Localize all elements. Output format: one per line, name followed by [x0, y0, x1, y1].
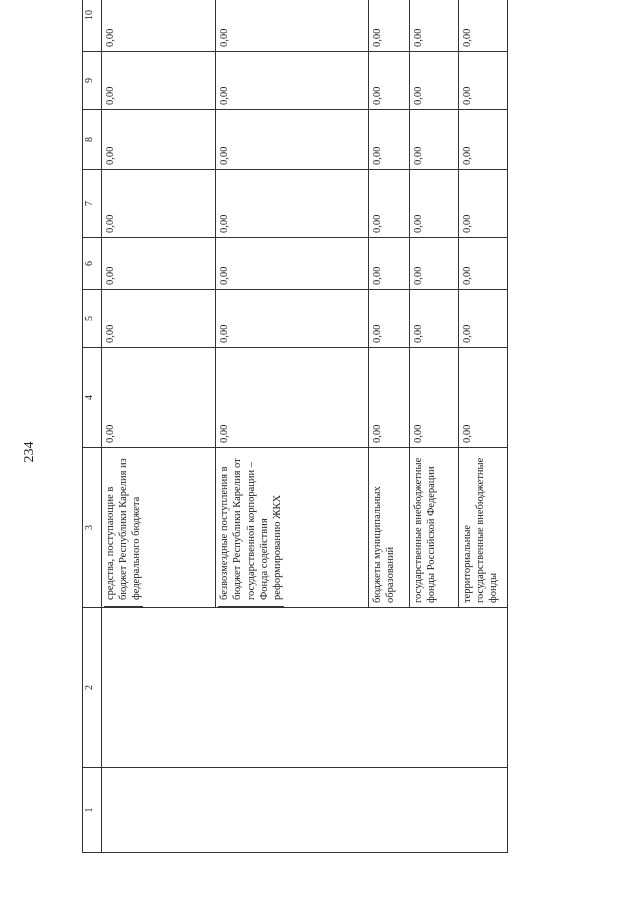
table-cell: 0,00: [369, 290, 410, 348]
header-row: [83, 0, 102, 853]
table-cell: 0,00: [369, 110, 410, 170]
row-label-text: средства, поступающие в бюджет Республики Карелия из федерального бюджета: [104, 452, 143, 607]
table-cell: 0,00: [102, 110, 216, 170]
column-header: 9: [83, 52, 102, 110]
table-cell: 0,00: [459, 238, 508, 290]
table-cell: 0,00: [216, 238, 369, 290]
column-header: 3: [83, 448, 102, 608]
table-cell: 0,00: [410, 238, 459, 290]
merged-cell-col2: [102, 608, 508, 768]
table-cell: 0,00: [459, 290, 508, 348]
table-cell: 0,00: [369, 52, 410, 110]
row-label: территориальные государственные внебюджетные фонды: [459, 448, 508, 608]
table-cell: 0,00: [459, 170, 508, 238]
column-header: 8: [83, 110, 102, 170]
table-cell: 0,00: [410, 110, 459, 170]
table-cell: 0,00: [102, 348, 216, 448]
page-number: 234: [22, 441, 37, 463]
table-cell: 0,00: [369, 238, 410, 290]
row-label: [102, 448, 216, 608]
table-cell: 0,00: [102, 170, 216, 238]
table-cell: 0,00: [102, 0, 216, 52]
column-header: 1: [83, 768, 102, 853]
row-label: государственные внебюджетные фонды Российской Федерации: [410, 448, 459, 608]
column-header: 10: [83, 0, 102, 52]
table-cell: 0,00: [216, 0, 369, 52]
table-cell: 0,00: [369, 348, 410, 448]
table-cell: 0,00: [459, 348, 508, 448]
table-cell: 0,00: [410, 290, 459, 348]
table-cell: 0,00: [102, 290, 216, 348]
table-cell: 0,00: [410, 52, 459, 110]
column-header: 4: [83, 348, 102, 448]
table-cell: 0,00: [459, 52, 508, 110]
table-cell: 0,00: [216, 290, 369, 348]
table-cell: 0,00: [410, 0, 459, 52]
table-cell: 0,00: [216, 348, 369, 448]
table-cell: 0,00: [102, 52, 216, 110]
table-cell: 0,00: [410, 170, 459, 238]
merged-cell-col1: [102, 768, 508, 853]
column-header: 7: [83, 170, 102, 238]
column-header: 6: [83, 238, 102, 290]
table-cell: 0,00: [369, 170, 410, 238]
column-header: 5: [83, 290, 102, 348]
rotated-table-container: [82, 10, 508, 853]
row-label: бюджеты муниципальных образований: [369, 448, 410, 608]
table-cell: 0,00: [102, 238, 216, 290]
row-label: [216, 448, 369, 608]
budget-table: [82, 0, 508, 853]
table-cell: 0,00: [216, 110, 369, 170]
table-row: [102, 0, 216, 853]
table-cell: 0,00: [459, 110, 508, 170]
table-cell: 0,00: [216, 52, 369, 110]
table-cell: 0,00: [459, 0, 508, 52]
row-label-text: безвозмездные поступления в бюджет Республики Карелия от государственной корпорации – Фонда содействия реформированию ЖКХ: [218, 452, 284, 607]
table-cell: 0,00: [216, 170, 369, 238]
column-header: 2: [83, 608, 102, 768]
table-cell: 0,00: [410, 348, 459, 448]
table-cell: 0,00: [369, 0, 410, 52]
